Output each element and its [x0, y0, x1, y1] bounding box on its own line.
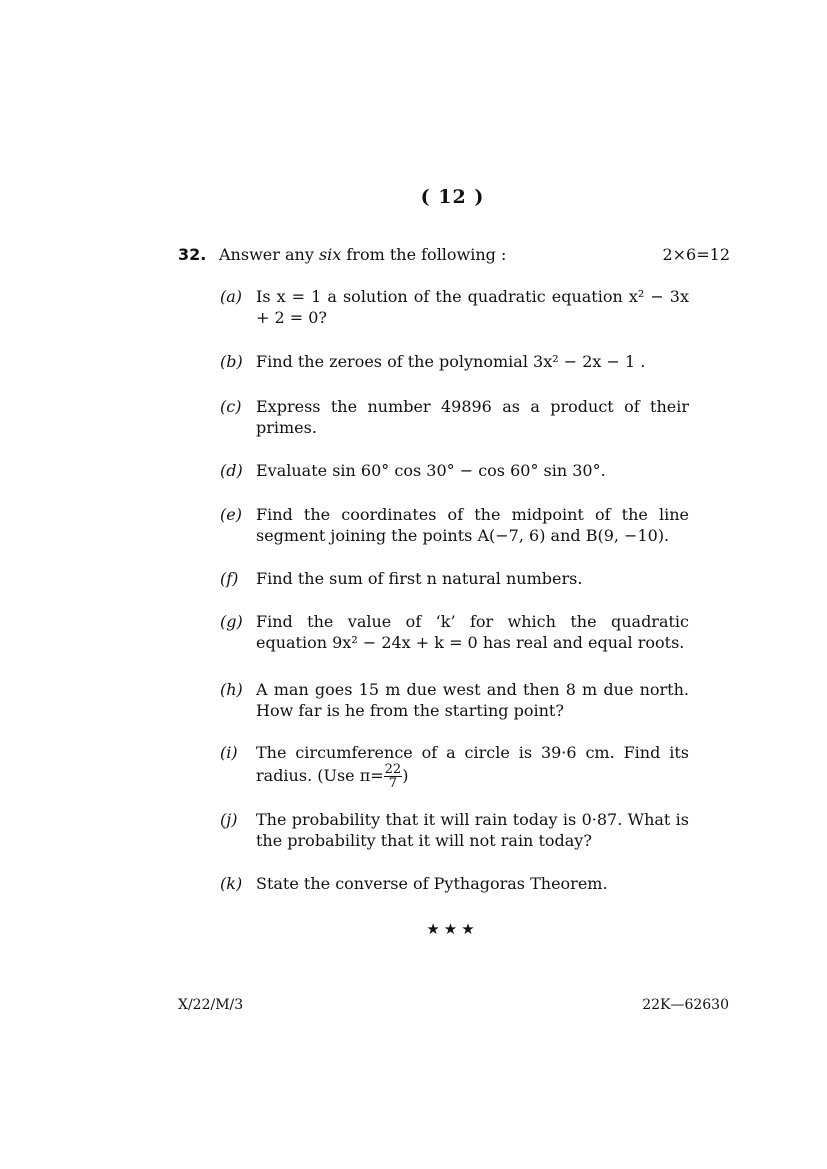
sub-question-text: The circumference of a circle is 39·6 cm. Find its radius. (Use π= $\frac{22}{7}$ ) [256, 743, 689, 791]
question-number: 32. [178, 245, 207, 264]
fraction: $\frac{22}{7}$ [384, 762, 402, 791]
sub-question-label: (b) [220, 352, 243, 371]
sub-question-label: (e) [220, 505, 242, 524]
sub-question-label: (h) [220, 680, 243, 699]
question-marks: 2×6=12 [662, 245, 730, 264]
sub-question-text: A man goes 15 m due west and then 8 m due north. How far is he from the starting point? [256, 680, 689, 720]
sub-question-text: Find the zeroes of the polynomial 3x² − 2x − 1 . [256, 352, 646, 371]
sub-question-text: Find the value of ‘k’ for which the quadratic equation 9x² − 24x + k = 0 has real and equal roots. [256, 612, 689, 652]
sub-question-label: (d) [220, 461, 243, 480]
sub-question-text: Find the sum of first n natural numbers. [256, 569, 583, 588]
sub-question-label: (i) [220, 743, 238, 762]
end-stars: ★★★ [426, 920, 479, 938]
sub-question-text: State the converse of Pythagoras Theorem. [256, 874, 608, 893]
sub-question-label: (a) [220, 287, 243, 306]
sub-question-text: Find the coordinates of the midpoint of the line segment joining the points A(−7, 6) and B(9, −10). [256, 505, 689, 545]
sub-question-label: (j) [220, 810, 238, 829]
sub-question-text: Express the number 49896 as a product of their primes. [256, 397, 689, 437]
sub-question-label: (k) [220, 874, 243, 893]
sub-question-text: The probability that it will rain today is 0·87. What is the probability that it will not rain today? [256, 810, 689, 850]
sub-question-label: (f) [220, 569, 239, 588]
sub-question-label: (c) [220, 397, 242, 416]
footer-code-left: X/22/M/3 [178, 997, 244, 1013]
footer-code-right: 22K—62630 [642, 997, 729, 1013]
page-number: ( 12 ) [420, 186, 485, 208]
sub-question-label: (g) [220, 612, 243, 631]
sub-question-text: Is x = 1 a solution of the quadratic equation x² − 3x + 2 = 0? [256, 287, 689, 327]
sub-question-text: Evaluate sin 60° cos 30° − cos 60° sin 30°. [256, 461, 606, 480]
question-instruction: Answer any six from the following : [219, 245, 507, 264]
